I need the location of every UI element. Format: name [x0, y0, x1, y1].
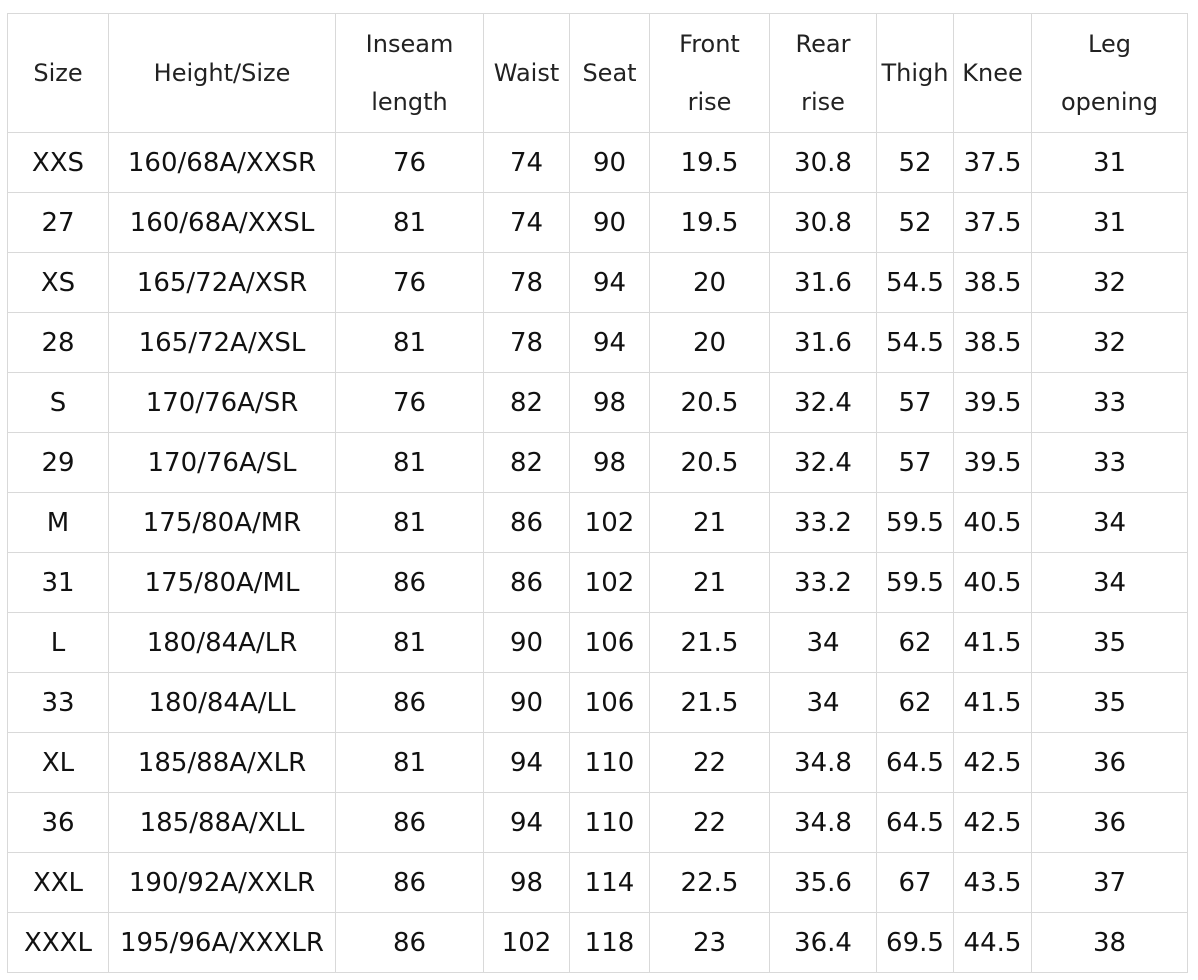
table-cell: 76	[336, 373, 484, 433]
table-cell: 34	[770, 673, 877, 733]
table-cell: 102	[570, 553, 650, 613]
table-cell: 20	[650, 313, 770, 373]
size-table	[7, 13, 1188, 973]
table-cell: 23	[650, 913, 770, 973]
table-cell: 40.5	[954, 493, 1032, 553]
table-cell: L	[8, 613, 109, 673]
table-cell: 86	[336, 793, 484, 853]
table-cell: 35	[1032, 613, 1188, 673]
table-cell: 34	[1032, 493, 1188, 553]
table-cell: 90	[484, 613, 570, 673]
table-cell: 81	[336, 493, 484, 553]
header-cell: Leg opening	[1032, 14, 1188, 133]
table-cell: XXXL	[8, 913, 109, 973]
table-cell: XS	[8, 253, 109, 313]
header-cell: Waist	[484, 14, 570, 133]
table-cell: 42.5	[954, 793, 1032, 853]
table-cell: 34	[1032, 553, 1188, 613]
table-cell: 34.8	[770, 733, 877, 793]
table-cell: 33	[1032, 373, 1188, 433]
table-row	[8, 493, 1188, 553]
table-cell: 34.8	[770, 793, 877, 853]
table-cell: 81	[336, 193, 484, 253]
header-row	[8, 14, 1188, 133]
table-cell: 22.5	[650, 853, 770, 913]
table-cell: 195/96A/XXXLR	[109, 913, 336, 973]
table-cell: 94	[484, 733, 570, 793]
table-cell: 165/72A/XSL	[109, 313, 336, 373]
table-cell: 81	[336, 313, 484, 373]
table-cell: 39.5	[954, 373, 1032, 433]
table-cell: 59.5	[877, 493, 954, 553]
table-row	[8, 733, 1188, 793]
table-cell: 19.5	[650, 133, 770, 193]
table-cell: 62	[877, 613, 954, 673]
table-cell: 27	[8, 193, 109, 253]
table-cell: 94	[484, 793, 570, 853]
table-cell: 52	[877, 193, 954, 253]
table-cell: 36	[8, 793, 109, 853]
table-cell: 86	[484, 553, 570, 613]
table-cell: 185/88A/XLR	[109, 733, 336, 793]
table-cell: 74	[484, 193, 570, 253]
table-row	[8, 133, 1188, 193]
header-cell: Seat	[570, 14, 650, 133]
table-cell: S	[8, 373, 109, 433]
table-cell: 94	[570, 253, 650, 313]
table-cell: 35	[1032, 673, 1188, 733]
table-cell: 22	[650, 733, 770, 793]
table-cell: 90	[570, 133, 650, 193]
table-cell: 69.5	[877, 913, 954, 973]
table-row	[8, 253, 1188, 313]
table-cell: 36.4	[770, 913, 877, 973]
table-cell: 98	[570, 373, 650, 433]
table-cell: 21.5	[650, 613, 770, 673]
table-cell: 170/76A/SR	[109, 373, 336, 433]
header-cell: Knee	[954, 14, 1032, 133]
table-cell: 31.6	[770, 313, 877, 373]
header-cell: Front rise	[650, 14, 770, 133]
table-cell: 64.5	[877, 733, 954, 793]
table-cell: 102	[570, 493, 650, 553]
table-cell: 78	[484, 313, 570, 373]
table-cell: 21	[650, 553, 770, 613]
table-cell: 30.8	[770, 133, 877, 193]
table-cell: 86	[336, 673, 484, 733]
table-cell: 110	[570, 733, 650, 793]
table-cell: 98	[484, 853, 570, 913]
table-cell: XXS	[8, 133, 109, 193]
table-cell: 29	[8, 433, 109, 493]
table-cell: 30.8	[770, 193, 877, 253]
table-cell: 160/68A/XXSR	[109, 133, 336, 193]
table-cell: 110	[570, 793, 650, 853]
table-cell: 76	[336, 253, 484, 313]
table-cell: 40.5	[954, 553, 1032, 613]
table-cell: 32.4	[770, 373, 877, 433]
header-cell: Thigh	[877, 14, 954, 133]
table-cell: 20.5	[650, 373, 770, 433]
table-cell: 81	[336, 613, 484, 673]
table-cell: 36	[1032, 733, 1188, 793]
table-row	[8, 613, 1188, 673]
table-cell: 54.5	[877, 253, 954, 313]
table-cell: 102	[484, 913, 570, 973]
header-cell: Height/Size	[109, 14, 336, 133]
table-cell: 81	[336, 433, 484, 493]
table-cell: 86	[336, 853, 484, 913]
table-cell: 43.5	[954, 853, 1032, 913]
table-cell: 28	[8, 313, 109, 373]
table-cell: 76	[336, 133, 484, 193]
table-cell: 38.5	[954, 253, 1032, 313]
table-cell: 175/80A/ML	[109, 553, 336, 613]
table-cell: 52	[877, 133, 954, 193]
table-cell: 180/84A/LL	[109, 673, 336, 733]
table-row	[8, 793, 1188, 853]
table-row	[8, 853, 1188, 913]
table-cell: 38	[1032, 913, 1188, 973]
table-cell: 41.5	[954, 673, 1032, 733]
table-cell: 39.5	[954, 433, 1032, 493]
size-chart	[7, 13, 1188, 973]
table-cell: 32	[1032, 313, 1188, 373]
table-cell: 31	[8, 553, 109, 613]
table-row	[8, 313, 1188, 373]
table-cell: 118	[570, 913, 650, 973]
table-row	[8, 193, 1188, 253]
table-cell: 67	[877, 853, 954, 913]
table-cell: 33.2	[770, 553, 877, 613]
table-cell: 37.5	[954, 133, 1032, 193]
table-cell: 19.5	[650, 193, 770, 253]
table-cell: 62	[877, 673, 954, 733]
table-cell: 180/84A/LR	[109, 613, 336, 673]
table-cell: 31.6	[770, 253, 877, 313]
table-cell: 57	[877, 433, 954, 493]
table-cell: XXL	[8, 853, 109, 913]
table-cell: 64.5	[877, 793, 954, 853]
table-cell: 86	[336, 913, 484, 973]
table-row	[8, 913, 1188, 973]
table-cell: 74	[484, 133, 570, 193]
table-cell: 38.5	[954, 313, 1032, 373]
table-cell: 90	[484, 673, 570, 733]
header-cell: Rear rise	[770, 14, 877, 133]
table-cell: 41.5	[954, 613, 1032, 673]
table-body	[8, 133, 1188, 973]
table-cell: 32.4	[770, 433, 877, 493]
table-cell: 31	[1032, 193, 1188, 253]
table-row	[8, 673, 1188, 733]
table-cell: 82	[484, 373, 570, 433]
table-cell: 34	[770, 613, 877, 673]
table-cell: 114	[570, 853, 650, 913]
table-cell: 94	[570, 313, 650, 373]
table-cell: 82	[484, 433, 570, 493]
table-cell: 20	[650, 253, 770, 313]
table-cell: 35.6	[770, 853, 877, 913]
table-cell: 190/92A/XXLR	[109, 853, 336, 913]
header-cell: Inseam length	[336, 14, 484, 133]
table-cell: 185/88A/XLL	[109, 793, 336, 853]
table-cell: 42.5	[954, 733, 1032, 793]
table-cell: 98	[570, 433, 650, 493]
header-cell: Size	[8, 14, 109, 133]
table-cell: 57	[877, 373, 954, 433]
table-cell: 160/68A/XXSL	[109, 193, 336, 253]
table-cell: 86	[484, 493, 570, 553]
table-cell: 33	[8, 673, 109, 733]
table-cell: XL	[8, 733, 109, 793]
table-row	[8, 433, 1188, 493]
table-cell: 106	[570, 673, 650, 733]
table-cell: 37	[1032, 853, 1188, 913]
table-cell: 36	[1032, 793, 1188, 853]
table-cell: 59.5	[877, 553, 954, 613]
table-cell: 21.5	[650, 673, 770, 733]
table-cell: 21	[650, 493, 770, 553]
table-cell: 81	[336, 733, 484, 793]
table-cell: 165/72A/XSR	[109, 253, 336, 313]
table-cell: M	[8, 493, 109, 553]
table-cell: 31	[1032, 133, 1188, 193]
table-row	[8, 553, 1188, 613]
table-row	[8, 373, 1188, 433]
table-cell: 175/80A/MR	[109, 493, 336, 553]
table-cell: 22	[650, 793, 770, 853]
table-cell: 54.5	[877, 313, 954, 373]
table-cell: 170/76A/SL	[109, 433, 336, 493]
table-cell: 33	[1032, 433, 1188, 493]
table-cell: 37.5	[954, 193, 1032, 253]
table-cell: 20.5	[650, 433, 770, 493]
table-cell: 86	[336, 553, 484, 613]
table-cell: 78	[484, 253, 570, 313]
table-cell: 33.2	[770, 493, 877, 553]
table-cell: 32	[1032, 253, 1188, 313]
table-cell: 44.5	[954, 913, 1032, 973]
table-cell: 90	[570, 193, 650, 253]
table-cell: 106	[570, 613, 650, 673]
